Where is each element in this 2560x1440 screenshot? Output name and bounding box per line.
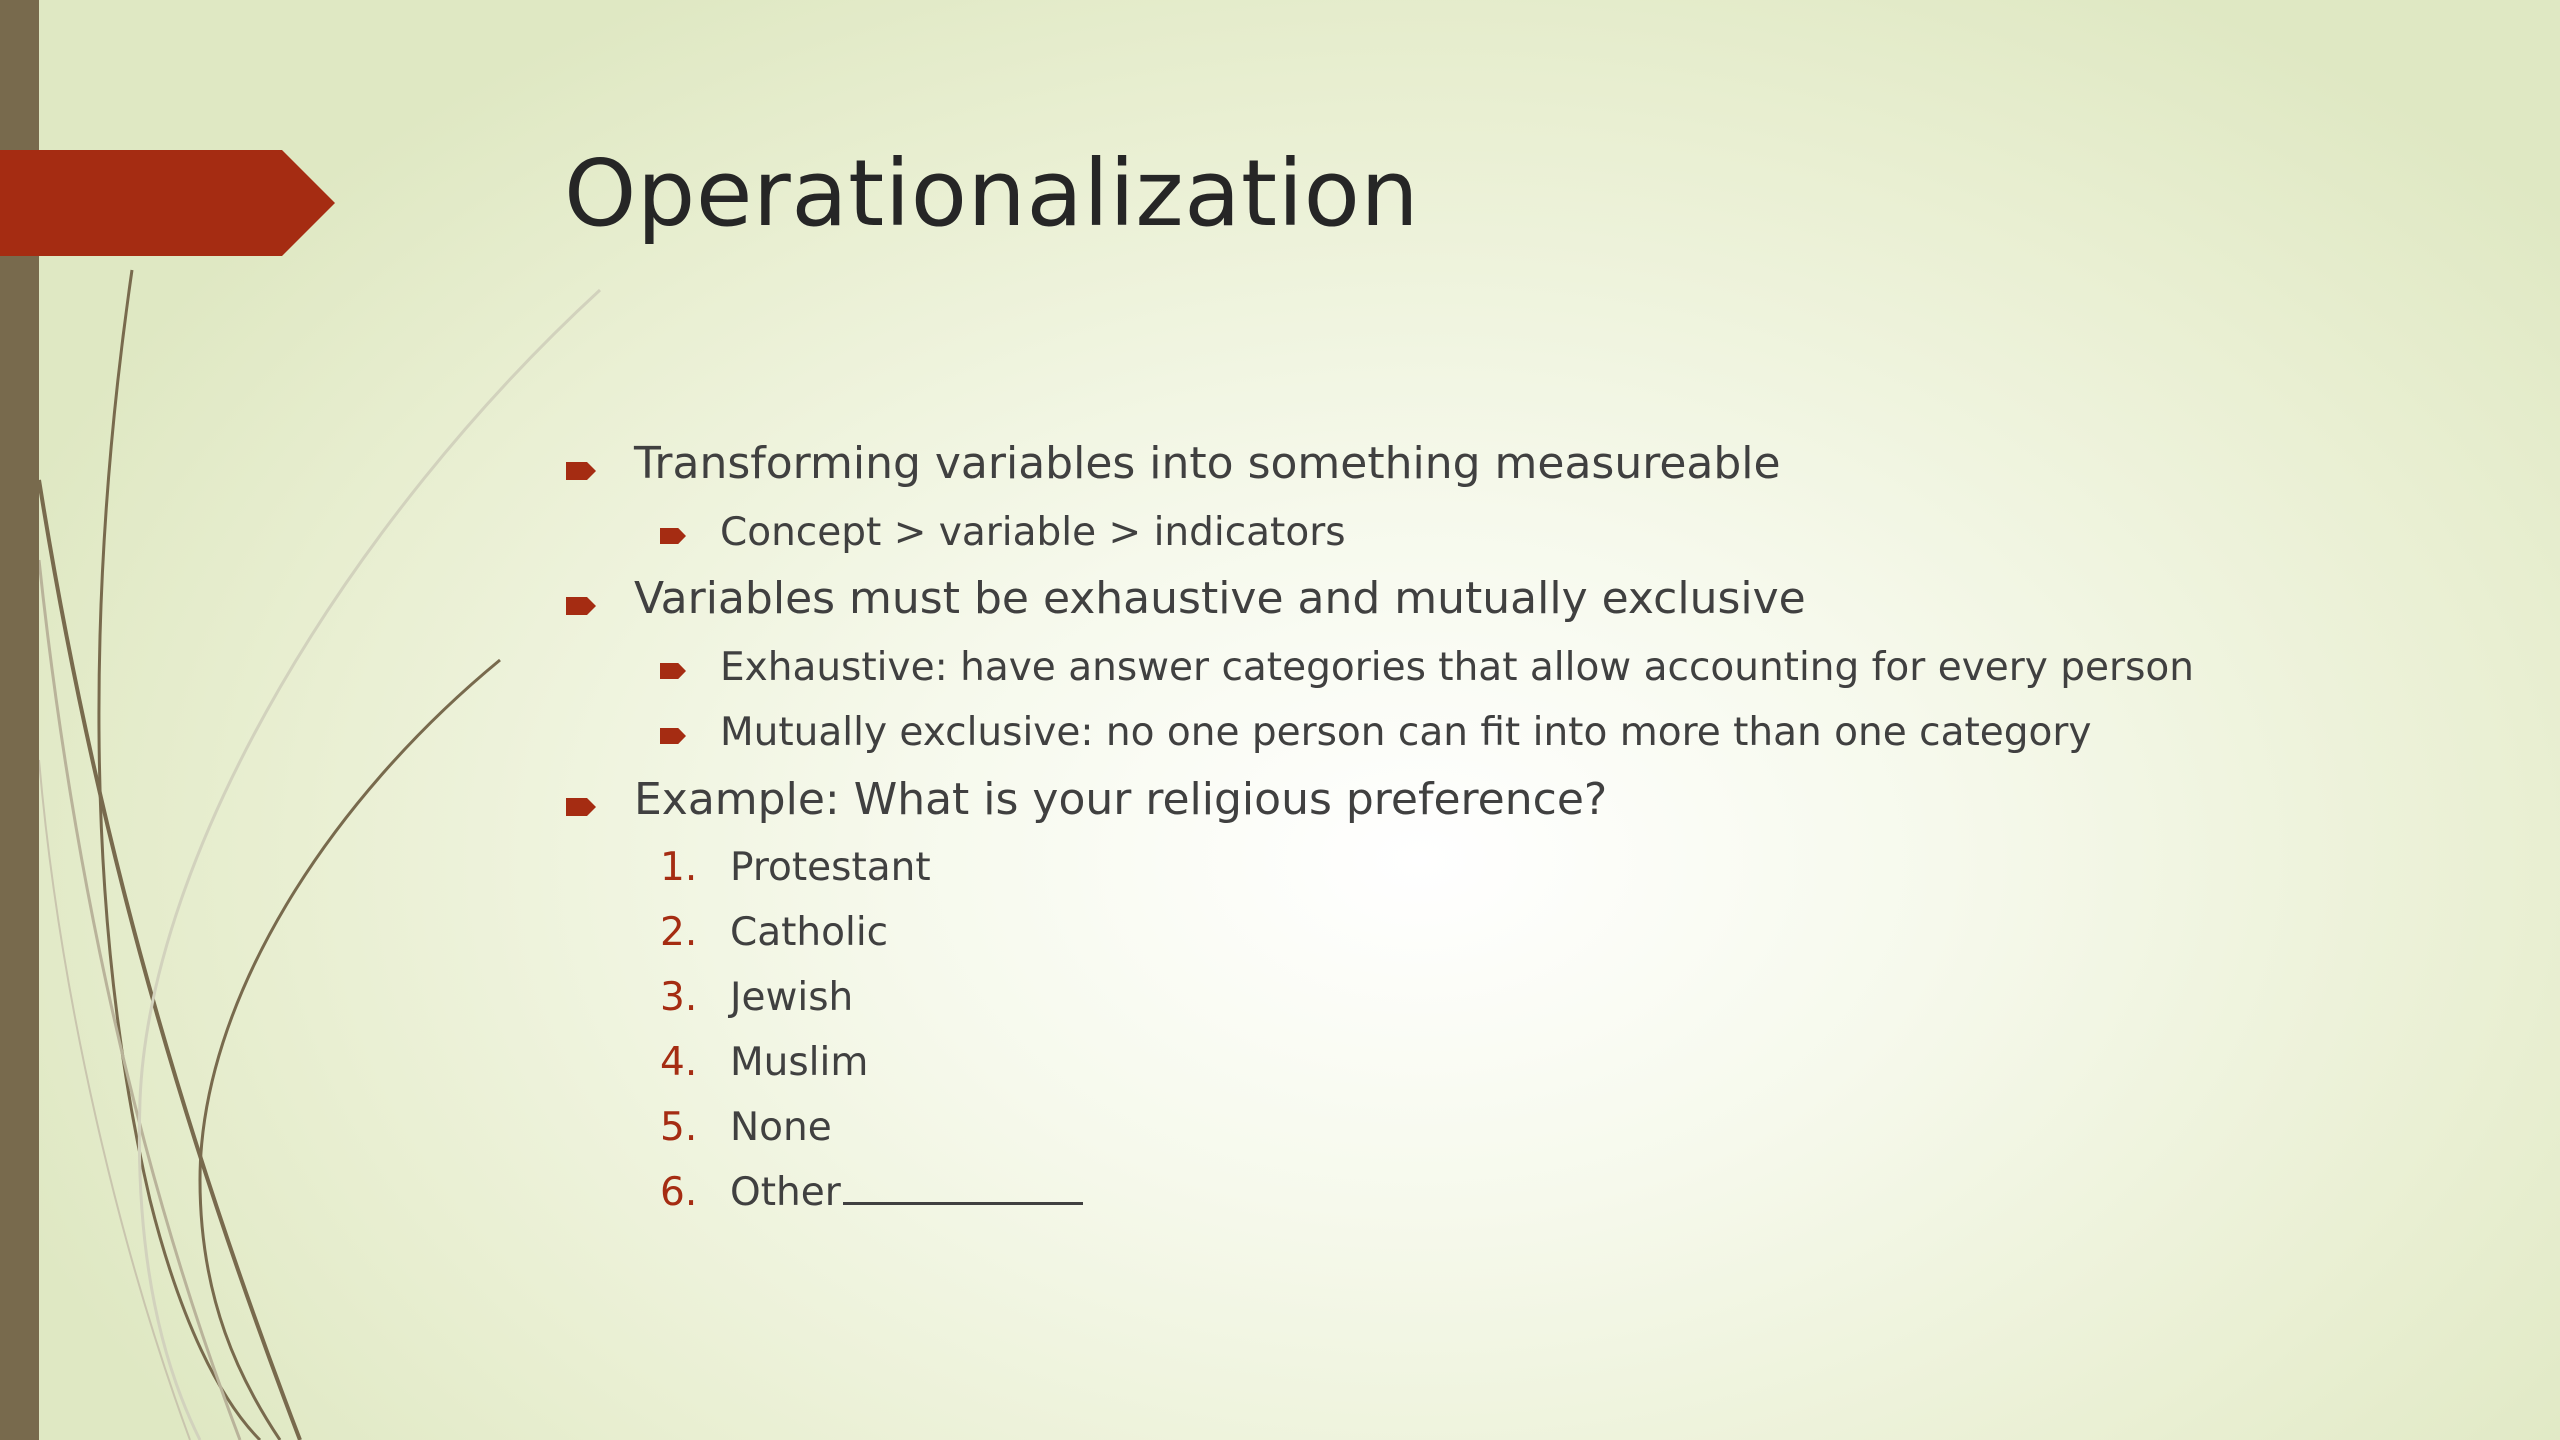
sub-bullet-text: Mutually exclusive: no one person can fit into more than one category bbox=[720, 710, 2092, 755]
option-text-with-blank bbox=[730, 1170, 1083, 1215]
slide-title: Operationalization bbox=[564, 140, 1420, 247]
bullet-text: Transforming variables into something measureable bbox=[634, 438, 1781, 489]
option-number: 2. bbox=[660, 910, 698, 955]
option-text: Jewish bbox=[730, 975, 854, 1020]
sub-bullet-text: Concept > variable > indicators bbox=[720, 510, 1346, 555]
option-text: Catholic bbox=[730, 910, 889, 955]
option-text: Protestant bbox=[730, 845, 931, 890]
option-number: 6. bbox=[660, 1170, 698, 1215]
option-number: 5. bbox=[660, 1105, 698, 1150]
bullet-text: Example: What is your religious preference? bbox=[634, 774, 1608, 825]
option-text: Other bbox=[730, 1170, 841, 1215]
option-text: None bbox=[730, 1105, 832, 1150]
sub-bullet-text: Exhaustive: have answer categories that allow accounting for every person bbox=[720, 645, 2194, 690]
option-text: Muslim bbox=[730, 1040, 869, 1085]
option-number: 4. bbox=[660, 1040, 698, 1085]
option-number: 3. bbox=[660, 975, 698, 1020]
title-arrow-banner bbox=[0, 150, 335, 256]
bullet-text: Variables must be exhaustive and mutually exclusive bbox=[634, 573, 1806, 624]
option-number: 1. bbox=[660, 845, 698, 890]
fill-in-blank-line bbox=[843, 1172, 1083, 1205]
